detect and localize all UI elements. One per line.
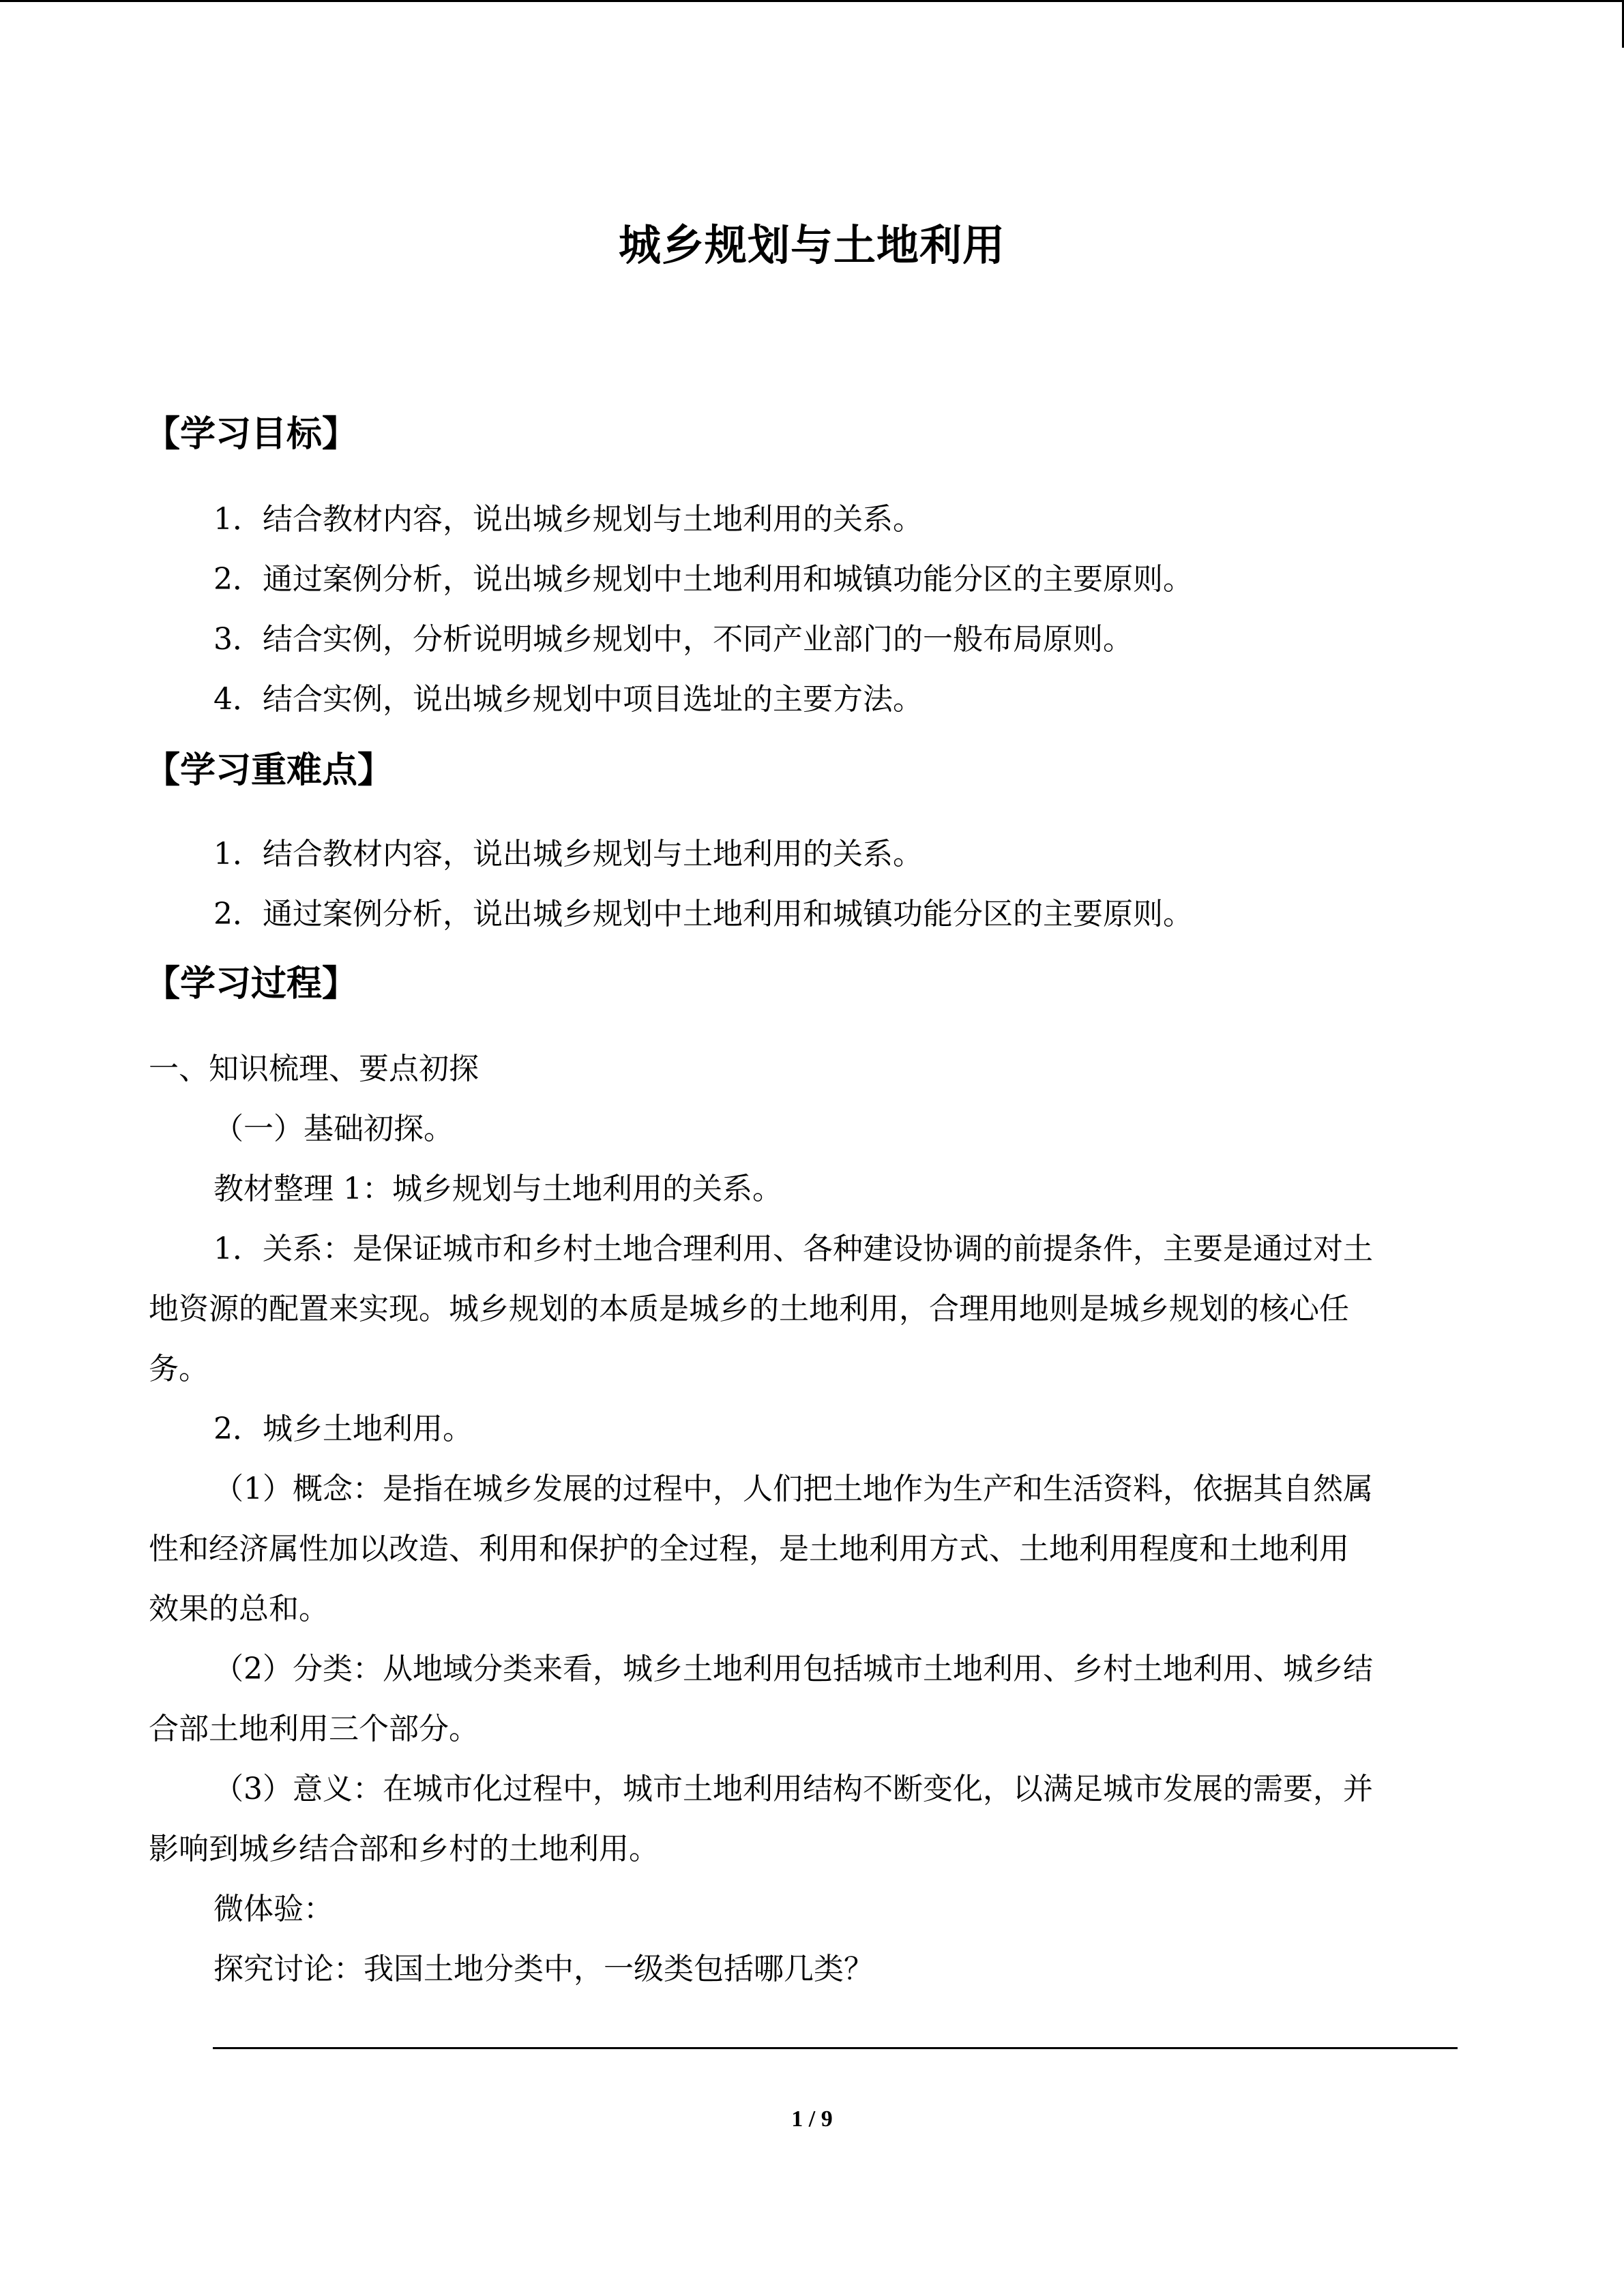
key-points-heading: 【学习重难点】 xyxy=(145,750,394,791)
page-top-border xyxy=(0,0,1624,2)
goal-item-4: 4．结合实例，说出城乡规划中项目选址的主要方法。 xyxy=(213,682,923,717)
process-line-2: （一）基础初探。 xyxy=(213,1112,454,1146)
footer-rule xyxy=(213,2047,1458,2049)
process-line-4: 1．关系：是保证城市和乡村土地合理利用、各种建设协调的前提条件，主要是通过对土 xyxy=(213,1232,1373,1266)
goals-heading: 【学习目标】 xyxy=(145,414,358,455)
process-line-14: 影响到城乡结合部和乡村的土地利用。 xyxy=(149,1832,659,1866)
process-line-3: 教材整理 1：城乡规划与土地利用的关系。 xyxy=(213,1172,782,1206)
document-title: 城乡规划与土地利用 xyxy=(618,220,1005,270)
process-line-1: 一、知识梳理、要点初探 xyxy=(149,1052,479,1086)
key-point-item-1: 1．结合教材内容，说出城乡规划与土地利用的关系。 xyxy=(213,837,923,871)
goal-item-2: 2．通过案例分析，说出城乡规划中土地利用和城镇功能分区的主要原则。 xyxy=(213,562,1193,597)
process-line-8: （1）概念：是指在城乡发展的过程中，人们把土地作为生产和生活资料，依据其自然属 xyxy=(213,1472,1373,1506)
goal-item-1: 1．结合教材内容，说出城乡规划与土地利用的关系。 xyxy=(213,502,923,537)
process-line-16: 探究讨论：我国土地分类中，一级类包括哪几类？ xyxy=(213,1952,874,1986)
process-line-6: 务。 xyxy=(149,1352,209,1386)
goal-item-3: 3．结合实例，分析说明城乡规划中，不同产业部门的一般布局原则。 xyxy=(213,622,1133,657)
process-line-10: 效果的总和。 xyxy=(149,1592,329,1626)
process-line-13: （3）意义：在城市化过程中，城市土地利用结构不断变化，以满足城市发展的需要，并 xyxy=(213,1772,1373,1806)
process-line-9: 性和经济属性加以改造、利用和保护的全过程，是土地利用方式、土地利用程度和土地利用 xyxy=(149,1532,1349,1566)
page-number: 1 / 9 xyxy=(791,2106,833,2132)
process-line-15: 微体验： xyxy=(213,1892,334,1926)
process-line-7: 2．城乡土地利用。 xyxy=(213,1412,473,1446)
key-point-item-2: 2．通过案例分析，说出城乡规划中土地利用和城镇功能分区的主要原则。 xyxy=(213,897,1193,931)
process-line-12: 合部土地利用三个部分。 xyxy=(149,1712,479,1746)
process-line-11: （2）分类：从地域分类来看，城乡土地利用包括城市土地利用、乡村土地利用、城乡结 xyxy=(213,1652,1373,1686)
process-heading: 【学习过程】 xyxy=(145,964,358,1004)
process-line-5: 地资源的配置来实现。城乡规划的本质是城乡的土地利用，合理用地则是城乡规划的核心任 xyxy=(149,1292,1349,1326)
